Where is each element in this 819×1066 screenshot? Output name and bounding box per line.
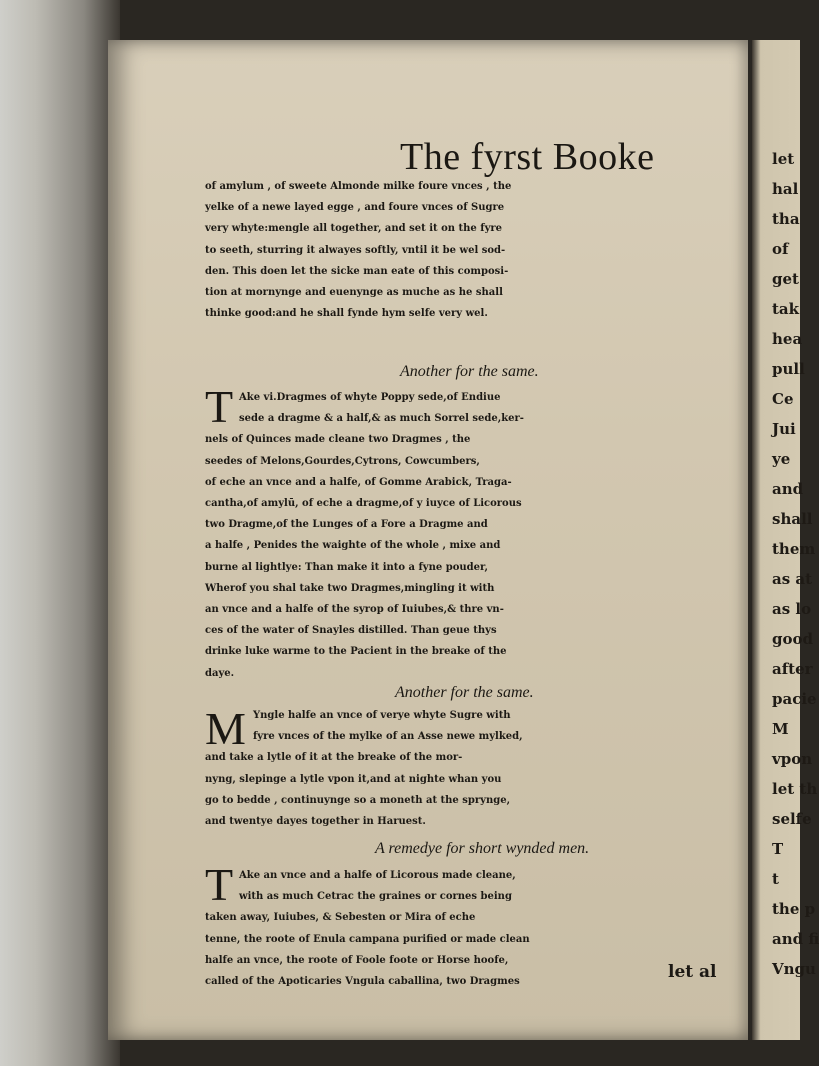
facing-page-fragment: shall <box>772 510 813 528</box>
facing-page-fragment: Jui <box>772 420 796 438</box>
facing-page-fragment: tha <box>772 210 800 228</box>
text-line: den. This doen let the sicke man eate of this composi- <box>205 265 509 277</box>
facing-page-fragment: T <box>772 840 784 858</box>
facing-page-fragment: Vngu <box>772 960 816 978</box>
facing-page-fragment: as at <box>772 570 813 588</box>
facing-page-edge <box>752 40 819 1040</box>
facing-page-fragment: as lo <box>772 600 812 618</box>
facing-page-fragment: good <box>772 630 813 648</box>
text-line: and take a lytle of it at the breake of the mor- <box>205 752 463 764</box>
text-line: tenne, the roote of Enula campana purified or made clean <box>205 933 530 945</box>
text-line: called of the Apoticaries Vngula caballina, two Dragmes <box>205 976 520 987</box>
text-line: yelke of a newe layed egge , and foure vnces of Sugre <box>205 202 505 214</box>
text-line: burne al lightlye: Than make it into a fyne pouder, <box>205 561 489 573</box>
facing-page-fragment: after <box>772 660 813 678</box>
running-header: The fyrst Booke <box>400 136 655 178</box>
text-line: Ake vi.Dragmes of whyte Poppy sede,of Endiue <box>239 392 501 403</box>
drop-cap-3: T <box>205 859 234 910</box>
facing-page-fragment: hea <box>772 330 803 348</box>
text-line: ces of the water of Snayles distilled. Than geue thys <box>205 625 497 637</box>
facing-page-fragment: hal <box>772 180 799 198</box>
text-line: go to bedde , continuynge so a moneth at the sprynge, <box>205 794 511 806</box>
text-line: and twentye dayes together in Haruest. <box>205 816 426 827</box>
text-line: drinke luke warme to the Pacient in the breake of the <box>205 646 507 658</box>
facing-page-fragment: let <box>772 150 795 168</box>
text-line: fyre vnces of the mylke of an Asse newe mylked, <box>253 731 523 743</box>
text-line: thinke good:and he shall fynde hym selfe very wel. <box>205 308 488 320</box>
facing-page-fragment: the p <box>772 900 816 918</box>
facing-page-fragment: vpon <box>772 750 813 768</box>
text-line: a halfe , Penides the waighte of the whole , mixe and <box>205 540 501 552</box>
facing-page-fragment: get <box>772 270 799 288</box>
facing-page-fragment: tak <box>772 300 800 318</box>
facing-page-fragment: selfe <box>772 810 812 828</box>
facing-page-fragment: pacie <box>772 690 817 708</box>
facing-page-fragment: t <box>772 870 779 888</box>
text-line: of eche an vnce and a halfe, of Gomme Arabick, Tragа- <box>205 476 512 488</box>
text-line: to seeth, sturring it alwayes softly, vntil it be wel sod- <box>205 244 506 256</box>
text-line: seedes of Melons,Gourdes,Cytrons, Cowcumbers, <box>205 455 480 467</box>
catchword: let al <box>668 962 717 982</box>
facing-page-fragment: and <box>772 480 804 498</box>
text-line: Yngle halfe an vnce of verye whyte Sugre with <box>253 710 511 721</box>
text-line: Wherof you shal take two Dragmes,mingling it with <box>205 582 495 594</box>
facing-page-fragment: ye <box>772 450 791 468</box>
drop-cap-2: M <box>205 703 246 754</box>
text-line: halfe an vnce, the roote of Foole foote or Horse hoofe, <box>205 954 509 966</box>
drop-cap-1: T <box>205 381 234 432</box>
text-line: very whyte:mengle all together, and set it on the fyre <box>205 223 503 235</box>
facing-page-fragment: and fi <box>772 930 819 948</box>
text-line: two Dragme,of the Lunges of a Fore a Dragme and <box>205 519 488 531</box>
section-heading-1: Another for the same. <box>400 363 539 380</box>
facing-page-fragment: M <box>772 720 789 738</box>
text-line: cantha,of amylū, of eche a dragme,of y iuyce of Licorous <box>205 498 522 509</box>
text-line: taken away, Iuiubes, & Sebesten or Mira of eche <box>205 912 476 924</box>
text-line: nyng, slepinge a lytle vpon it,and at nighte whan you <box>205 773 502 785</box>
text-line: sede a dragme & a half,& as much Sorrel sede,ker- <box>239 413 524 425</box>
book-gutter-left <box>0 0 120 1066</box>
facing-page-fragment: let th <box>772 780 818 798</box>
facing-page-fragment: them <box>772 540 816 558</box>
text-line: daye. <box>205 667 235 679</box>
section-heading-2: Another for the same. <box>395 684 534 701</box>
text-line: Ake an vnce and a halfe of Licorous made cleane, <box>239 870 516 881</box>
text-line: nels of Quinces made cleane two Dragmes , the <box>205 434 471 446</box>
section-heading-3: A remedye for short wynded men. <box>375 840 590 857</box>
text-line: of amylum , of sweete Almonde milke foure vnces , the <box>205 181 512 192</box>
facing-page-fragment: of <box>772 240 789 258</box>
text-line: an vnce and a halfe of the syrop of Iuiubes,& thre vn- <box>205 604 504 615</box>
facing-page-fragment: pull <box>772 360 805 378</box>
text-line: tion at mornynge and euenynge as muche as he shall <box>205 287 503 298</box>
facing-page-fragment: Ce <box>772 390 794 408</box>
text-line: with as much Cetrac the graines or cornes being <box>239 891 512 903</box>
